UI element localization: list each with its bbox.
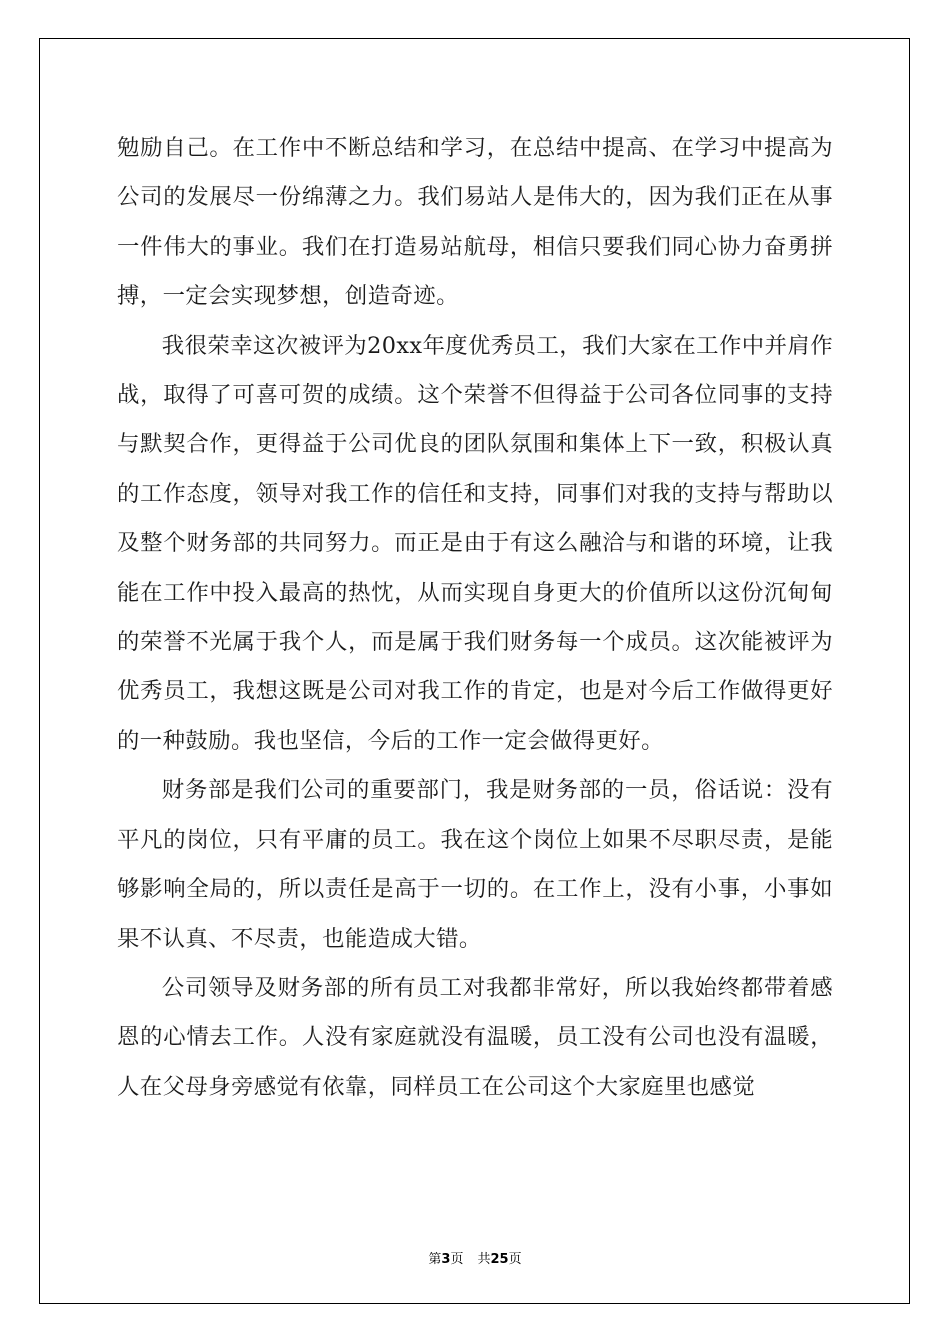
total-prefix: 共	[477, 1252, 491, 1267]
page-number: 3	[441, 1252, 451, 1267]
total-pages: 25	[490, 1252, 509, 1267]
page-suffix: 页	[450, 1252, 464, 1267]
total-suffix: 页	[508, 1252, 522, 1267]
paragraph-2: 我很荣幸这次被评为20xx年度优秀员工，我们大家在工作中并肩作战，取得了可喜可贺的成绩。这个荣誉不但得益于公司各位同事的支持与默契合作，更得益于公司优良的团队氛围和集体上下一致，积极认真的工作态度，领导对我工作的信任和支持，同事们对我的支持与帮助以及整个财务部的共同努力。而正是由于有这么融洽与和谐的环境，让我能在工作中投入最高的热忱，从而实现自身更大的价值所以这份沉甸甸的荣誉不光属于我个人，而是属于我们财务每一个成员。这次能被评为优秀员工，我想这既是公司对我工作的肯定，也是对今后工作做得更好的一种鼓励。我也坚信，今后的工作一定会做得更好。	[117, 332, 833, 754]
paragraph-4: 公司领导及财务部的所有员工对我都非常好，所以我始终都带着感恩的心情去工作。人没有家庭就没有温暖，员工没有公司也没有温暖，人在父母身旁感觉有依靠，同样员工在公司这个大家庭里也感觉	[117, 974, 833, 1100]
document-body	[117, 124, 833, 1112]
page-prefix: 第	[428, 1252, 442, 1267]
paragraph-3: 财务部是我们公司的重要部门，我是财务部的一员，俗话说：没有平凡的岗位，只有平庸的员工。我在这个岗位上如果不尽职尽责，是能够影响全局的，所以责任是高于一切的。在工作上，没有小事，小事如果不认真、不尽责，也能造成大错。	[117, 777, 833, 952]
paragraph-1: 勉励自己。在工作中不断总结和学习，在总结中提高、在学习中提高为公司的发展尽一份绵薄之力。我们易站人是伟大的，因为我们正在从事一件伟大的事业。我们在打造易站航母，相信只要我们同心协力奋勇拼搏，一定会实现梦想，创造奇迹。	[117, 135, 833, 310]
page-footer	[0, 1248, 950, 1267]
